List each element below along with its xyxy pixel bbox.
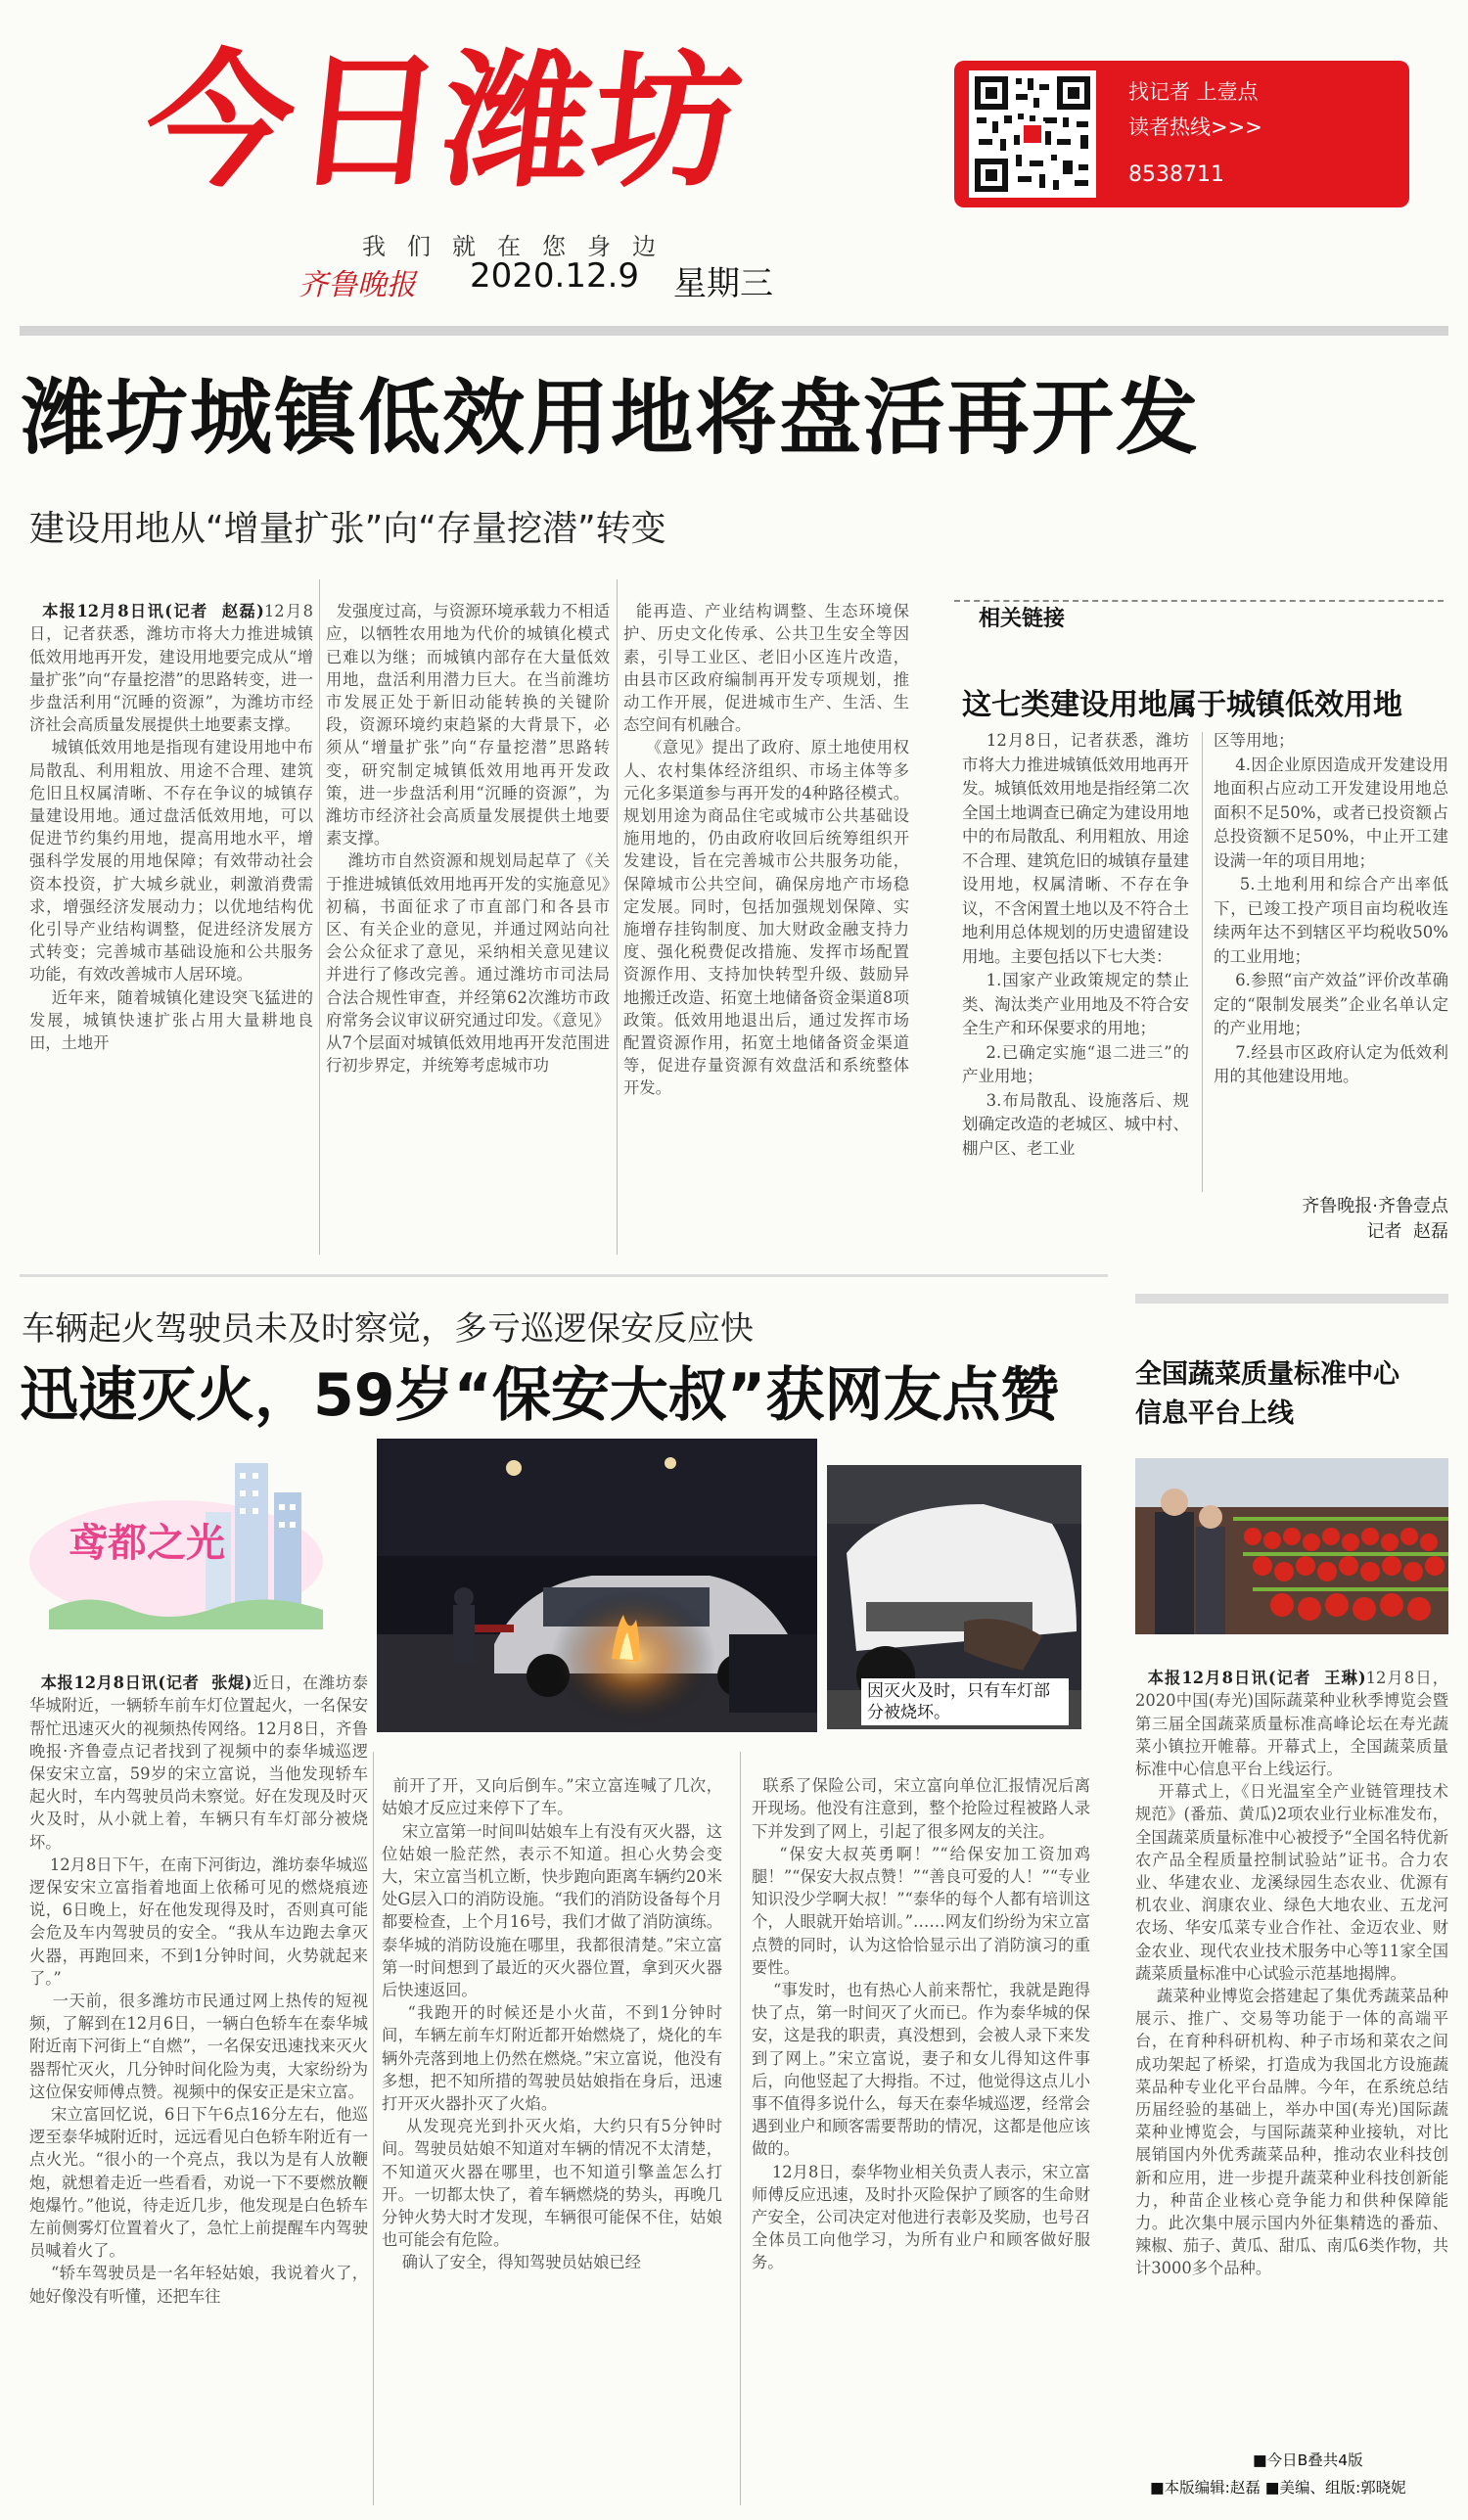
lead-story-text-2: 发强度过高，与资源环境承载力不相适应，以牺牲农用地为代价的城镇化模式已难以为继；而城镇内部存在大量低效用地，盘活利用潜力巨大。在当前潍坊市发展正处于新旧动能转换的关键阶段，资源环境约束趋紧的大背景下，必须从“增量扩张”向“存量挖潜”思路转变，研究制定城镇低效用地再开发政策，进一步盘活利用“沉睡的资源”，为潍坊市经济社会高质量发展提供土地要素支撑。 潍坊市自然资源和规划局起草了《关于推进城镇低效用地再开发的实施意见》初稿，书面征求了市直部门和各县市区、有关企业的意见，并通过网站向社会公众征求了意见，采纳相关意见建议并进行了修改完善。通过潍坊市司法局合法合规性审查，并经第62次潍坊市政府常务会议审议研究通过印发。《意见》从7个层面对城镇低效用地再开发范围进行初步界定，并统筹考虑城市功 — [326, 602, 610, 1076]
story2-byline: 本报12月8日讯(记者 张焜) — [40, 1673, 252, 1693]
lead-story-column-2 — [326, 577, 610, 1258]
story2-text-3: 联系了保险公司，宋立富向单位汇报情况后离开现场。他没有注意到，整个抢险过程被路人录下并发到了网上，引起了很多网友的关注。 “保安大叔英勇啊！”“给保安加工资加鸡腿！”“保安大叔点赞！”“善良可爱的人！”“专业知识没少学啊大叔！”“泰华的每个人都有培训这个，人眼就开始培训。”……网友们纷纷为宋立富点赞的同时，认为这恰恰显示出了消防演习的重要性。 “事发时，也有热心人前来帮忙，我就是跑得快了点，第一时间灭了火而已。作为泰华城的保安，这是我的职责，真没想到，会被人录下来发到了网上。”宋立富说，妻子和女儿得知这件事后，向他竖起了大拇指。不过，他觉得这点儿小事不值得多说什么，每天在泰华城巡逻，经常会遇到业户和顾客需要帮助的情况，这都是他应该做的。 12月8日，泰华物业相关负责人表示，宋立富师傅反应迅速，及时扑灭险保护了顾客的生命财产安全，公司决定对他进行表彰及奖励，也号召全体员工向他学习，为所有业户和顾客做好服务。 — [752, 1776, 1090, 2272]
masthead-title: 今日潍坊 — [137, 37, 752, 207]
story2-kicker: 车辆起火驾驶员未及时察觉，多亏巡逻保安反应快 — [22, 1309, 754, 1349]
masthead-motto: 我们就在您身边 — [362, 233, 677, 260]
car-fire-photo — [377, 1439, 817, 1732]
city-logo-text: 鸢都之光 — [69, 1521, 225, 1566]
reporter-call-text: 找记者 上壹点 — [1128, 80, 1259, 104]
veg-story-headline: 全国蔬菜质量标准中心 信息平台上线 — [1135, 1359, 1399, 1429]
lead-story-text-1: 12月8日，记者获悉，潍坊市将大力推进城镇低效用地再开发，建设用地要完成从“增量扩张”向“存量挖潜”的思路转变，进一步盘活利用“沉睡的资源”，为潍坊市经济社会高质量发展提供土地要素支撑。 城镇低效用地是指现有建设用地中布局散乱、利用粗放、用途不合理、建筑危旧且权属清晰、不存在争议的城镇存量建设用地。通过盘活低效用地，可以促进节约集约用地，提高用地水平，增强科学发展的用地保障；有效带动社会资本投资，扩大城乡就业，刺激消费需求，增强经济发展动力；以优地结构优化引导产业结构调整，促进经济发展方式转变；完善城市基础设施和公共服务功能，有效改善城市人居环境。 近年来，随着城镇化建设突飞猛进的发展，城镇快速扩张占用大量耕地良田，土地开 — [29, 602, 313, 1053]
column-divider — [319, 579, 320, 1255]
sidebar-column-2: 区等用地； 4.因企业原因造成开发建设用地面积占应动工开发建设用地总面积不足50%，或者已投资额占总投资额不足50%，中止开工建设满一年的项目用地； 5.土地利用和综合产出率低下，已竣工投产项目亩均税收连续两年达不到辖区平均税收50%的工业用地； 6.参照“亩产效益”评价改革确定的“限制发展类”企业名单认定的产业用地； 7.经县市区政府认定为低效利用的其他建设用地。 — [1214, 731, 1448, 1085]
hotline-label: 读者热线>>> — [1128, 115, 1262, 139]
issue-weekday: 星期三 — [673, 264, 773, 303]
section-divider — [20, 1274, 1108, 1277]
veg-story-divider — [1135, 1294, 1448, 1304]
story2-text-2: 前开了开，又向后倒车。”宋立富连喊了几次，姑娘才反应过来停下了车。 宋立富第一时间叫姑娘车上有没有灭火器，这位姑娘一脸茫然，表示不知道。担心火势会变大，宋立富当机立断，快步跑向距离车辆约20米处G层入口的消防设施。“我们的消防设备每个月都要检查，上个月16号，我们才做了消防演练。泰华城的消防设施在哪里，我都很清楚。”宋立富第一时间想到了最近的灭火器位置，拿到灭火器后快速返回。 “我跑开的时候还是小火苗，不到1分钟时间，车辆左前车灯附近都开始燃烧了，烧化的车辆外壳落到地上仍然在燃烧。”宋立富说，他没有多想，把不知所措的驾驶员姑娘指在身后，迅速打开灭火器扑灭了火焰。 从发现亮光到扑灭火焰，大约只有5分钟时间。驾驶员姑娘不知道对车辆的情况不太清楚，不知道灭火器在哪里，也不知道引擎盖怎么打开。一切都太快了，着车辆燃烧的势头，再晚几分钟火势大时才发现，车辆很可能保不住，姑娘也可能会有危险。 确认了安全，得知驾驶员姑娘已经 — [382, 1776, 722, 2272]
story2-headline: 迅速灭火，59岁“保安大叔”获网友点赞 — [20, 1361, 1060, 1430]
editor-credits: ■本版编辑:赵磊 ■美编、组版:郭晓妮 — [1150, 2479, 1406, 2497]
sidebar-column-1: 12月8日，记者获悉，潍坊市将大力推进城镇低效用地再开发。城镇低效用地是指经第二次全国土地调查已确定为建设用地中的布局散乱、利用粗放、用途不合理、建筑危旧的城镇存量建设用地，权属清晰、不存在争议，不含闲置土地以及不符合土地利用总体规划的历史遗留建设用地。主要包括以下七大类： 1.国家产业政策规定的禁止类、淘汰类产业用地及不符合安全生产和环保要求的用地； 2.已确定实施“退二进三”的产业用地； 3.布局散乱、设施落后、规划确定改造的老城区、城中村、棚户区、老工业 — [962, 731, 1189, 1158]
sidebar-headline: 这七类建设用地属于城镇低效用地 — [962, 688, 1402, 722]
qr-code-icon — [969, 70, 1096, 198]
photo-caption: 因灭火及时，只有车灯部分被烧坏。 — [861, 1678, 1069, 1725]
lead-story-text-3: 能再造、产业结构调整、生态环境保护、历史文化传承、公共卫生安全等因素，引导工业区、老旧小区连片改造，由县市区政府编制再开发专项规划，推动工作开展，促进城市生产、生活、生态空间有机融合。 《意见》提出了政府、原土地使用权人、农村集体经济组织、市场主体等多元化多渠道参与再开发的4种路径模式。规划用途为商品住宅或城市公共基础设施用地的，仍由政府收回后统筹组织开发建设，旨在完善城市公共服务功能，保障城市公共空间，确保房地产市场稳定发展。同时，包括加强规划保障、实施增存挂钩制度、加大财政金融支持力度、强化税费促改措施、发挥市场配置资源作用、支持加快转型升级、鼓励异地搬迁改造、拓宽土地储备资金渠道8项政策。低效用地退出后，通过发挥市场配置资源作用，拓宽土地储备资金渠道等，促进存量资源有效盘活和系统整体开发。 — [623, 602, 909, 1098]
veg-story-byline: 本报12月8日讯(记者 王琳) — [1147, 1669, 1366, 1688]
main-headline: 潍坊城镇低效用地将盘活再开发 — [22, 370, 1201, 466]
story2-column-1 — [29, 1649, 368, 2505]
sidebar-credit: 齐鲁晚报·齐鲁壹点 记者 赵磊 — [1302, 1196, 1448, 1242]
vegetable-expo-photo — [1135, 1458, 1448, 1634]
veg-story-text: 12月8日，2020中国(寿光)国际蔬菜种业秋季博览会暨第三届全国蔬菜质量标准高峰论坛在寿光蔬菜小镇拉开帷幕。开幕式上，全国蔬菜质量标准中心信息平台上线运行。 开幕式上，《日光温室全产业链管理技术规范》(番茄、黄瓜)2项农业行业标准发布，全国蔬菜质量标准中心被授予“全国名特优新农产品全程质量控制试验站”证书。合力农业、华建农业、龙溪绿园生态农业、优源有机农业、润康农业、绿色大地农业、五龙河农场、华安瓜菜专业合作社、金迈农业、财金农业、现代农业技术服务中心等11家全国蔬菜质量标准中心试验示范基地揭牌。 蔬菜种业博览会搭建起了集优秀蔬菜品种展示、推广、交易等功能于一体的高端平台，在育种科研机构、种子市场和菜农之间成功架起了桥梁，打造成为我国北方设施蔬菜品种专业化平台品牌。今年，在系统总结历届经验的基础上，举办中国(寿光)国际蔬菜种业博览会，与国际蔬菜种业接轨，对比展销国内外优秀蔬菜品种，推动农业科技创新和应用，进一步提升蔬菜种业科技创新能力，种苗企业核心竞争能力和供种保障能力。此次集中展示国内外征集精选的番茄、辣椒、茄子、黄瓜、甜瓜、南瓜6类作物，共计3000多个品种。 — [1135, 1669, 1448, 2278]
city-column-logo — [29, 1443, 343, 1639]
story2-text-1: 近日，在潍坊泰华城附近，一辆轿车前车灯位置起火，一名保安帮忙迅速灭火的视频热传网络。12月8日，齐鲁晚报·齐鲁壹点记者找到了视频中的泰华城巡逻保安宋立富，59岁的宋立富说，当他发现轿车起火时，车内驾驶员尚未察觉。好在发现及时灭火及时，从小就上着，车辆只有车灯部分被烧坏。 12月8日下午，在南下河街边，潍坊泰华城巡逻保安宋立富指着地面上依稀可见的燃烧痕迹说，6日晚上，好在他发现得及时，否则真可能会危及车内驾驶员的安全。“我从车边跑去拿灭火器，再跑回来，不到1分钟时间，火势就起来了。” 一天前，很多潍坊市民通过网上热传的短视频，了解到在12月6日，一辆白色轿车在泰华城附近南下河街上“自燃”，一名保安迅速找来灭火器帮忙灭火，几分钟时间化险为夷，大家纷纷为这位保安师傅点赞。视频中的保安正是宋立富。 宋立富回忆说，6日下午6点16分左右，他巡逻至泰华城附近时，远远看见白色轿车附近有一点火光。“很小的一个亮点，我以为是有人放鞭炮，就想着走近一些看看，劝说一下不要燃放鞭炮爆竹。”他说，待走近几步，他发现是白色轿车左前侧雾灯位置着火了，急忙上前提醒车内驾驶员喊着火了。 “轿车驾驶员是一名年轻姑娘，我说着火了，她好像没有听懂，还把车往 — [29, 1673, 368, 2306]
veg-story-column — [1135, 1644, 1448, 2442]
story2-column-2 — [382, 1752, 722, 2505]
column-divider — [1202, 732, 1203, 1192]
issue-date: 2020.12.9 — [470, 256, 640, 296]
lead-story-column-1 — [29, 577, 313, 1258]
story2-column-3 — [752, 1752, 1090, 2505]
paper-brand-logo: 齐鲁晚报 — [298, 268, 416, 302]
edition-note: ■今日B叠共4版 — [1253, 2451, 1363, 2469]
lead-story-column-3 — [623, 577, 909, 1258]
hotline-number: 8538711 — [1128, 162, 1224, 187]
lead-story-byline: 本报12月8日讯(记者 赵磊) — [42, 602, 264, 621]
column-divider — [617, 579, 618, 1255]
top-divider — [20, 326, 1448, 336]
column-divider — [740, 1752, 741, 2505]
related-links-tag: 相关链接 — [979, 607, 1066, 631]
main-subheadline: 建设用地从“增量扩张”向“存量挖潜”转变 — [29, 509, 666, 549]
column-divider — [373, 1752, 374, 2505]
